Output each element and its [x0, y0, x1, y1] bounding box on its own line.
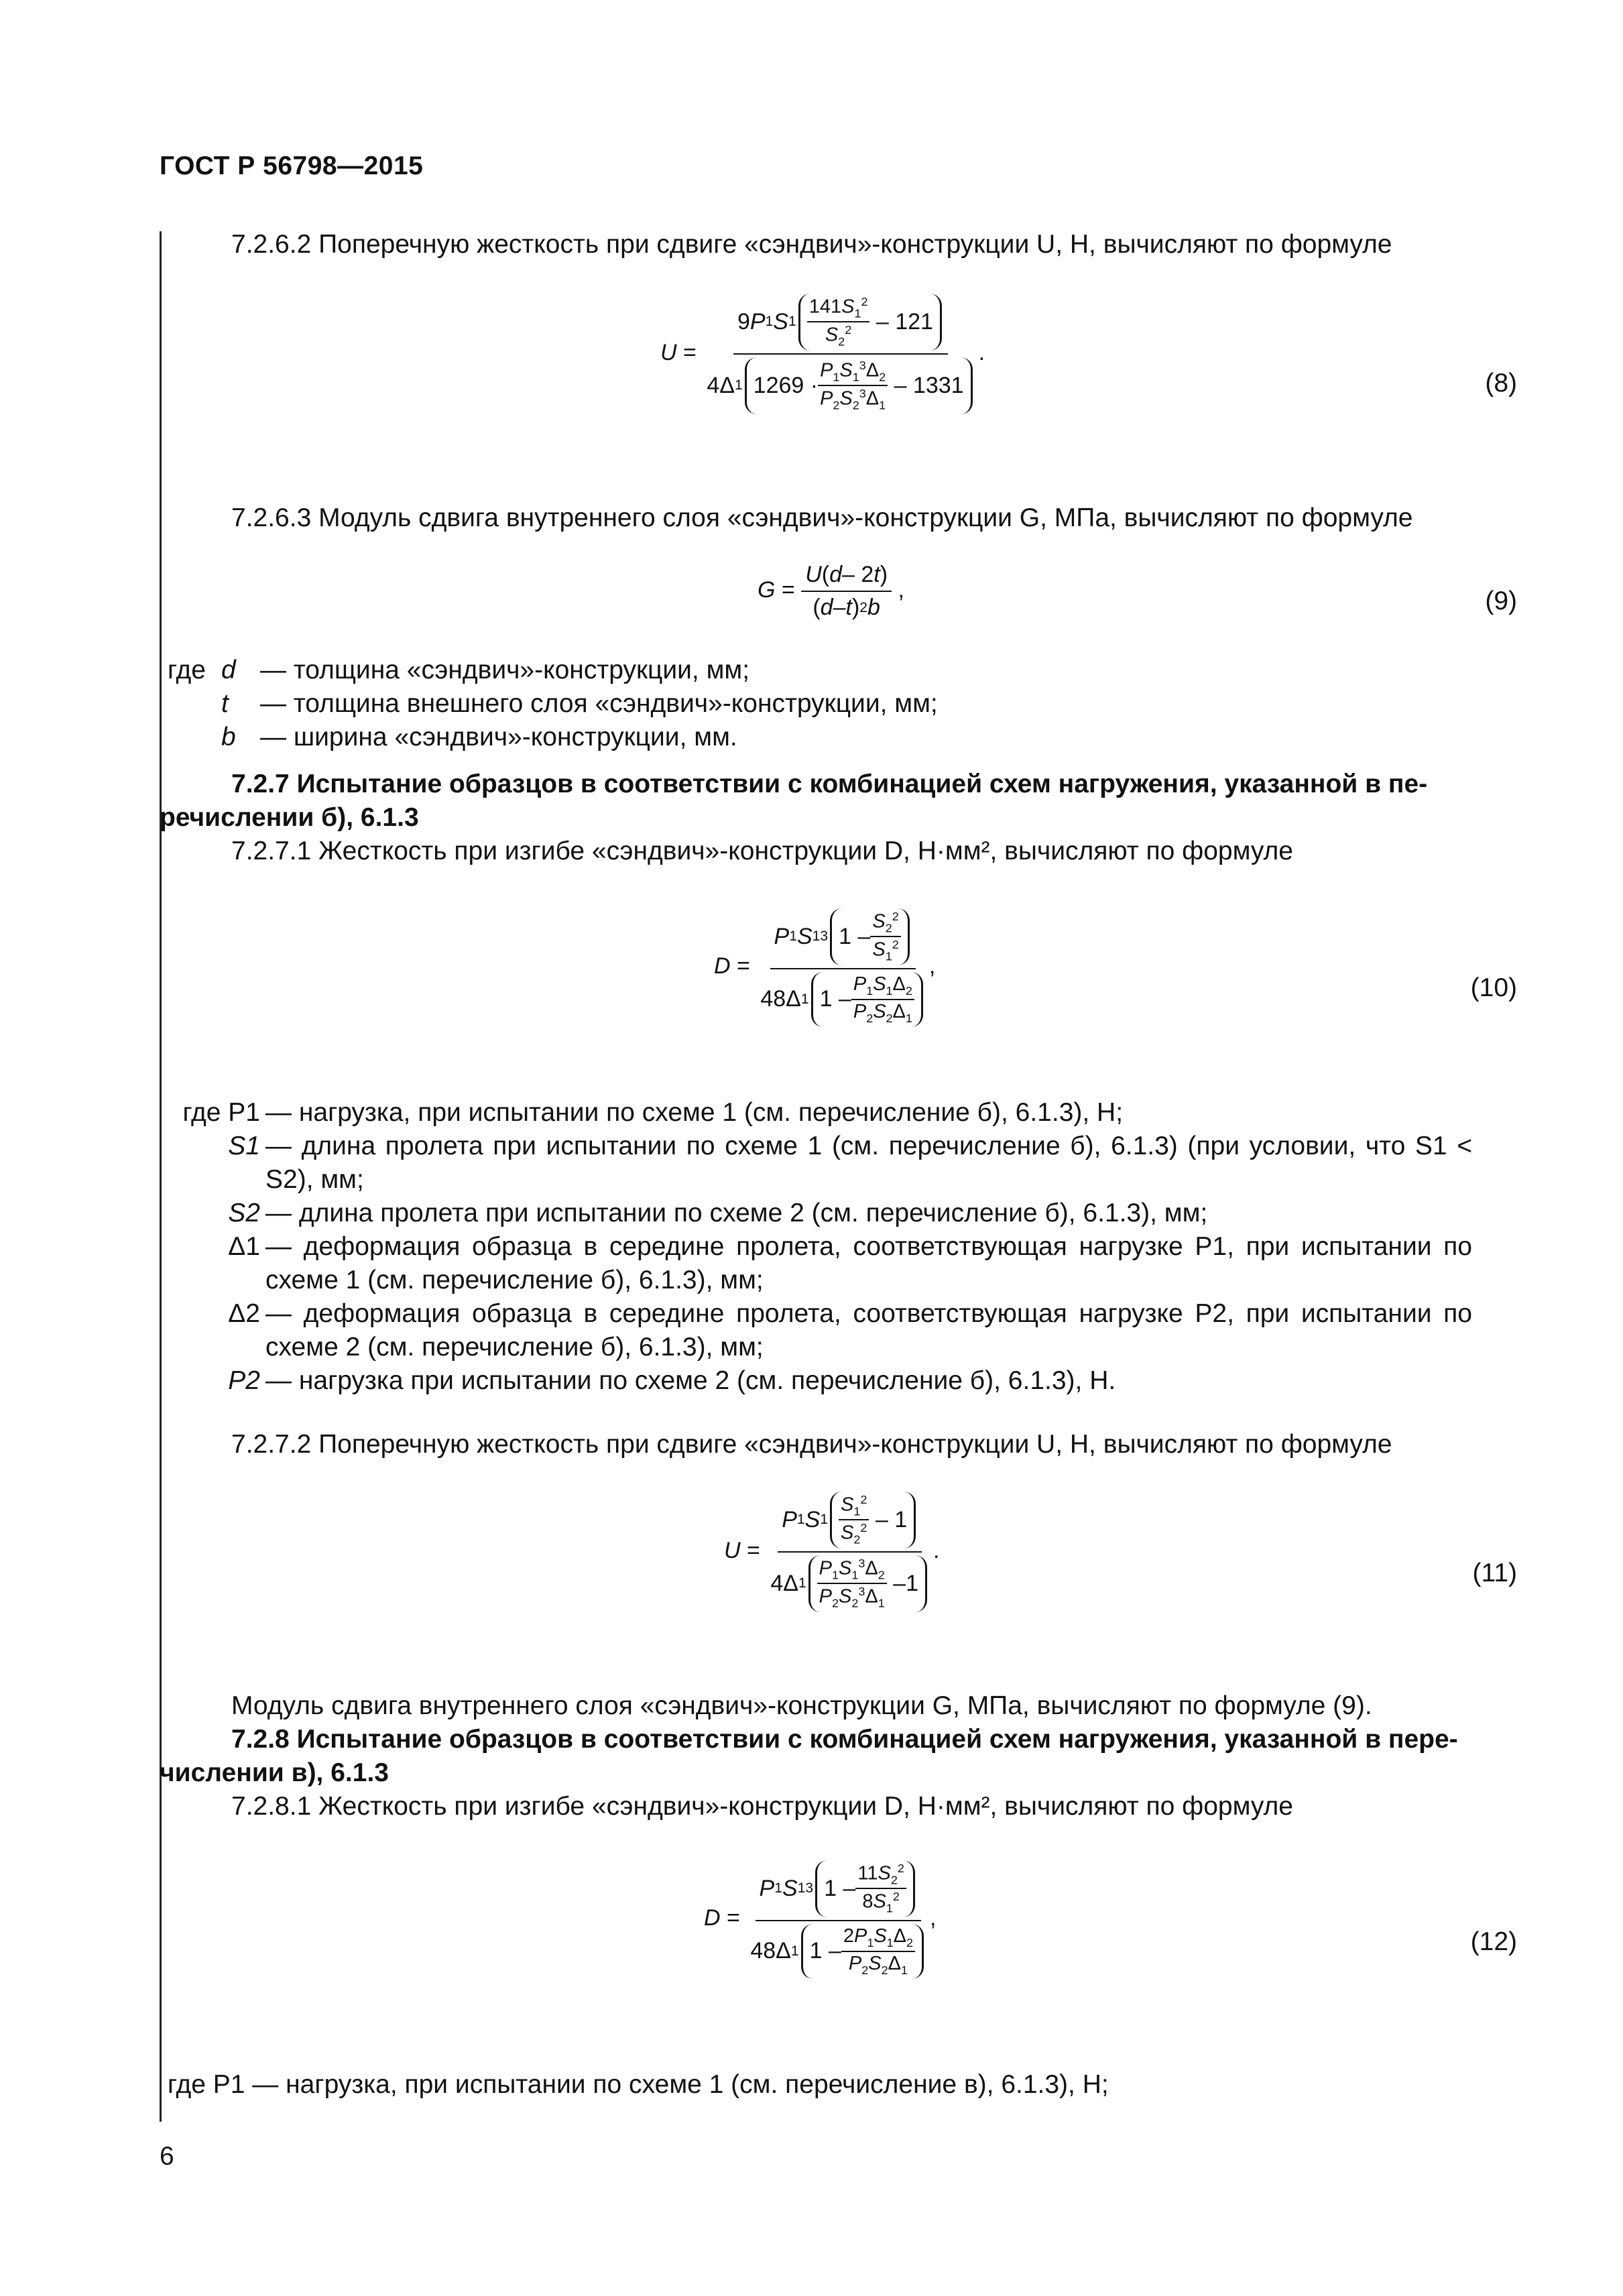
equation-number-12: (12): [1470, 1927, 1517, 1956]
equation-number-11: (11): [1472, 1559, 1517, 1587]
para-modulus: Модуль сдвига внутреннего слоя «сэндвич»-конструкции G, МПа, вычисляют по формуле (9).: [231, 1691, 1372, 1720]
formula-11: U = P 1 S 1 $S_1^2$ $S_2^2$ – 1 4Δ 1 $P_1S_1^3\Delta_2$ $P_2S_2^3\Delta_1$ –1 .: [724, 1492, 939, 1612]
heading-7-2-8-line2: числении в), 6.1.3: [160, 1758, 389, 1787]
where-list-12-first: где P1 — нагрузка, при испытании по схеме 1 (см. перечисление в), 6.1.3), Н;: [168, 2070, 1109, 2099]
where-list-10: [168, 1096, 1472, 1398]
heading-7-2-8-line1: 7.2.8 Испытание образцов в соответствии с комбинацией схем нагружения, указанной в пере-: [231, 1725, 1458, 1754]
change-bar: [160, 231, 162, 2122]
equation-number-9: (9): [1485, 587, 1517, 615]
page-number: 6: [160, 2142, 174, 2171]
where-item: S2 — длина пролета при испытании по схеме 2 (см. перечисление б), 6.1.3), мм;: [228, 1199, 1208, 1227]
where-item: где P1 — нагрузка, при испытании по схеме 1 (см. перечисление б), 6.1.3), Н;: [182, 1098, 1124, 1127]
para-7-2-7-2: 7.2.7.2 Поперечную жесткость при сдвиге «сэндвич»-конструкции U, Н, вычисляют по формуле: [231, 1430, 1392, 1459]
where-item: S1 — длина пролета при испытании по схеме 1 (см. перечисление б), 6.1.3) (при условии, что S1 < S2), мм;: [228, 1132, 1472, 1194]
para-7-2-6-3: 7.2.6.3 Модуль сдвига внутреннего слоя «сэндвич»-конструкции G, МПа, вычисляют по формуле: [231, 503, 1413, 532]
where-item: P2 — нагрузка при испытании по схеме 2 (см. перечисление б), 6.1.3), Н.: [228, 1366, 1116, 1395]
where-list-9: [168, 654, 938, 754]
formula-8: U = 9 P 1 S 1 $141S_1^2$ $S_2^2$ – 121 4Δ 1 1269 · $P_1S_1^3\Delta_2$ $P_2S_2^3\Delta_1$ – 1331 .: [660, 294, 985, 414]
where-item: b — ширина «сэндвич»-конструкции, мм.: [221, 723, 737, 751]
equation-number-8: (8): [1485, 369, 1517, 398]
where-item: где d — толщина «сэндвич»-конструкции, мм;: [168, 656, 750, 684]
formula-10: D = P 1 S 1 3 1 – $S_2^2$ $S_1^2$ 48Δ 1 1 – $P_1S_1\Delta_2$ $P_2S_2\Delta_1$ ,: [714, 908, 935, 1027]
formula-12: D = P 1 S 1 3 1 – $11S_2^2$ $8S_1^2$ 48Δ 1 1 – $2P_1S_1\Delta_2$ $P_2S_2\Delta_1$ ,: [704, 1860, 937, 1979]
where-item: Δ1 — деформация образца в середине пролета, соответствующая нагрузке P1, при испытании по схеме 1 (см. перечисление б), 6.1.3), мм;: [228, 1232, 1472, 1294]
heading-7-2-7-line1: 7.2.7 Испытание образцов в соответствии с комбинацией схем нагружения, указанной в пе-: [231, 770, 1428, 798]
where-item: t — толщина внешнего слоя «сэндвич»-конструкции, мм;: [221, 689, 938, 718]
para-7-2-8-1: 7.2.8.1 Жесткость при изгибе «сэндвич»-конструкции D, Н·мм², вычисляют по формуле: [231, 1792, 1293, 1821]
para-7-2-6-2: 7.2.6.2 Поперечную жесткость при сдвиге «сэндвич»-конструкции U, Н, вычисляют по формуле: [231, 230, 1392, 259]
formula-9: G = U ( d – 2 t ) ( d – t ) 2 b ,: [758, 562, 904, 620]
where-item: Δ2 — деформация образца в середине пролета, соответствующая нагрузке P2, при испытании по схеме 2 (см. перечисление б), 6.1.3), мм;: [228, 1299, 1472, 1362]
equation-number-10: (10): [1470, 973, 1517, 1002]
document-header: ГОСТ Р 56798—2015: [160, 152, 424, 180]
heading-7-2-7-line2: речислении б), 6.1.3: [160, 803, 419, 832]
para-7-2-7-1: 7.2.7.1 Жесткость при изгибе «сэндвич»-конструкции D, Н·мм², вычисляют по формуле: [231, 837, 1293, 865]
